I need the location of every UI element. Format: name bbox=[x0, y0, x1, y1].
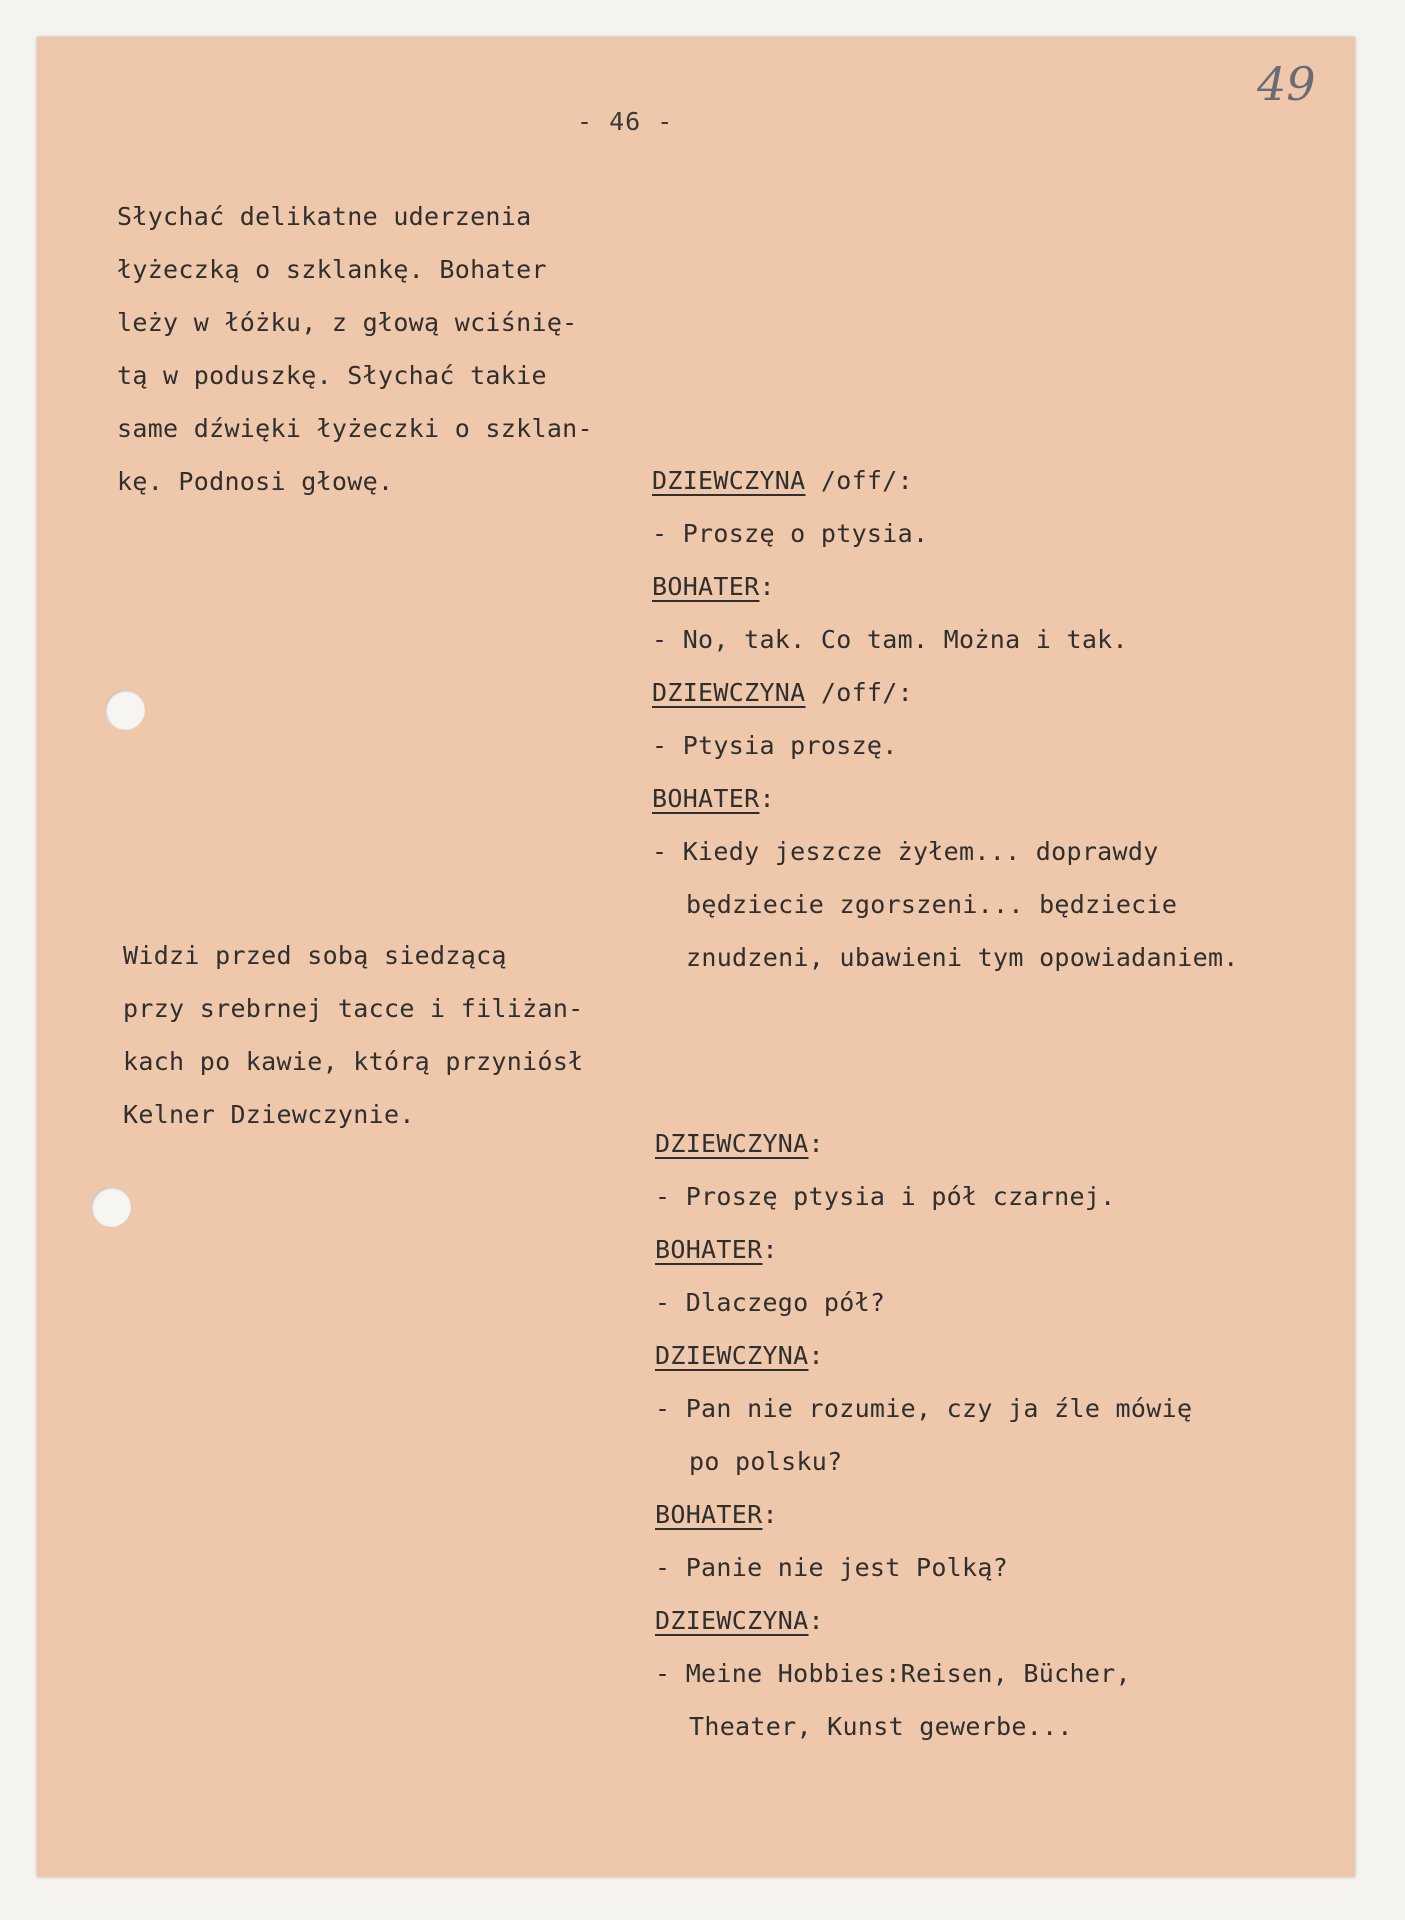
speaker-line bbox=[652, 772, 1239, 825]
speaker-name: BOHATER bbox=[652, 784, 760, 813]
dialogue-line: - Ptysia proszę. bbox=[652, 731, 898, 760]
dialogue-line: - Dlaczego pół? bbox=[655, 1288, 886, 1317]
speaker-name: BOHATER bbox=[655, 1500, 763, 1529]
dialogue-line: będziecie zgorszeni... będziecie bbox=[686, 890, 1178, 919]
text-line: same dźwięki łyżeczki o szklan- bbox=[117, 414, 593, 443]
text-line: łyżeczką o szklankę. Bohater bbox=[117, 255, 547, 284]
speaker-name: DZIEWCZYNA bbox=[655, 1341, 809, 1370]
dialogue-line: - Kiedy jeszcze żyłem... doprawdy bbox=[652, 837, 1159, 866]
dialogue-line: - No, tak. Co tam. Można i tak. bbox=[652, 625, 1128, 654]
punch-hole-top bbox=[105, 690, 145, 730]
stage-direction-1 bbox=[117, 190, 593, 508]
text-line: przy srebrnej tacce i filiżan- bbox=[123, 994, 584, 1023]
dialogue-line: - Panie nie jest Polką? bbox=[655, 1553, 1009, 1582]
speaker-suffix: : bbox=[808, 1606, 824, 1635]
typewritten-page bbox=[37, 37, 1355, 1877]
speaker-suffix: /off/: bbox=[805, 466, 913, 495]
speaker-suffix: : bbox=[808, 1129, 824, 1158]
speaker-name: DZIEWCZYNA bbox=[652, 678, 806, 707]
speaker-name: BOHATER bbox=[655, 1235, 763, 1264]
text-line: Kelner Dziewczynie. bbox=[123, 1100, 415, 1129]
speaker-line bbox=[655, 1117, 1192, 1170]
speaker-suffix: : bbox=[762, 1500, 778, 1529]
speaker-name: DZIEWCZYNA bbox=[655, 1129, 809, 1158]
speaker-line bbox=[652, 454, 1239, 507]
speaker-line bbox=[655, 1223, 1192, 1276]
punch-hole-bottom bbox=[91, 1187, 131, 1227]
speaker-suffix: : bbox=[759, 572, 775, 601]
dialogue-block-2 bbox=[655, 1117, 1192, 1753]
dialogue-block-1 bbox=[652, 454, 1239, 984]
speaker-name: DZIEWCZYNA bbox=[655, 1606, 809, 1635]
speaker-suffix: : bbox=[808, 1341, 824, 1370]
text-line: leży w łóżku, z głową wciśnię- bbox=[117, 308, 578, 337]
page-number: - 46 - bbox=[577, 107, 674, 136]
dialogue-line: po polsku? bbox=[689, 1447, 843, 1476]
speaker-name: BOHATER bbox=[652, 572, 760, 601]
text-line: kach po kawie, którą przyniósł bbox=[123, 1047, 584, 1076]
dialogue-line: znudzeni, ubawieni tym opowiadaniem. bbox=[686, 943, 1239, 972]
dialogue-line: - Proszę o ptysia. bbox=[652, 519, 929, 548]
dialogue-line: Theater, Kunst gewerbe... bbox=[689, 1712, 1073, 1741]
speaker-line bbox=[652, 666, 1239, 719]
speaker-line bbox=[655, 1488, 1192, 1541]
text-line: tą w poduszkę. Słychać takie bbox=[117, 361, 547, 390]
speaker-suffix: : bbox=[759, 784, 775, 813]
text-line: Słychać delikatne uderzenia bbox=[117, 202, 532, 231]
speaker-suffix: : bbox=[762, 1235, 778, 1264]
dialogue-line: - Pan nie rozumie, czy ja źle mówię bbox=[655, 1394, 1193, 1423]
speaker-line bbox=[655, 1594, 1192, 1647]
speaker-line bbox=[655, 1329, 1192, 1382]
dialogue-line: - Meine Hobbies:Reisen, Bücher, bbox=[655, 1659, 1131, 1688]
speaker-line bbox=[652, 560, 1239, 613]
stage-direction-2 bbox=[123, 929, 584, 1141]
speaker-suffix: /off/: bbox=[805, 678, 913, 707]
dialogue-line: - Proszę ptysia i pół czarnej. bbox=[655, 1182, 1116, 1211]
archive-number: 49 bbox=[1257, 57, 1316, 111]
speaker-name: DZIEWCZYNA bbox=[652, 466, 806, 495]
text-line: Widzi przed sobą siedzącą bbox=[123, 941, 507, 970]
text-line: kę. Podnosi głowę. bbox=[117, 467, 394, 496]
